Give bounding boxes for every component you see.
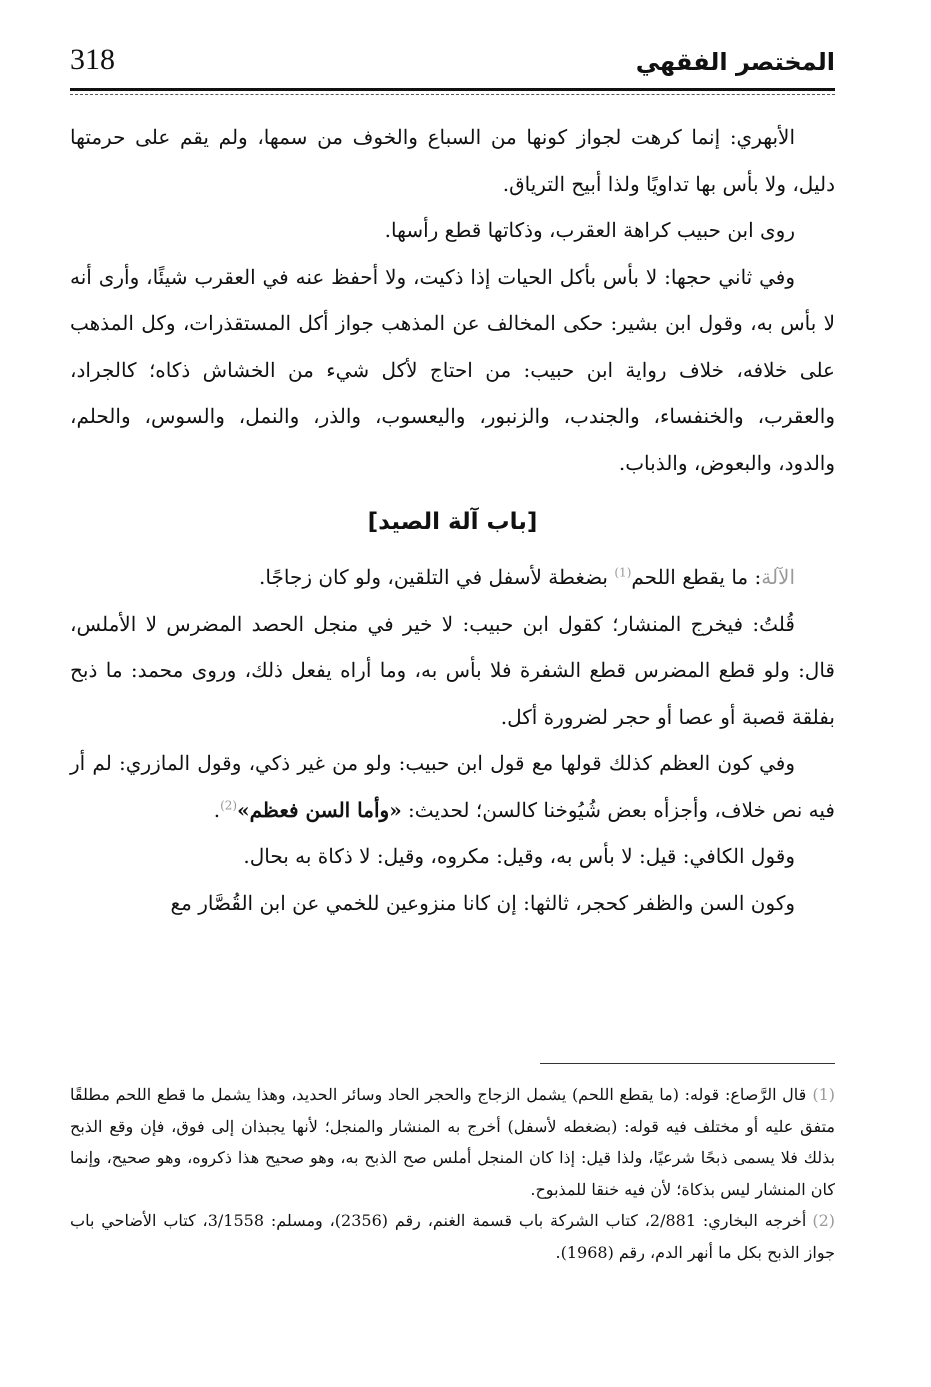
paragraph-4-text-a: : ما يقطع اللحم [631,565,762,589]
paragraph-8: وكون السن والظفر كحجر، ثالثها: إن كانا منزوعين للخمي عن ابن القُصَّار مع [170,890,795,915]
footnotes [70,1079,835,1268]
paragraph-4 [70,554,835,601]
main-text [70,114,835,926]
footnote-text: قال الرَّصاع: قوله: (ما يقطع اللحم) يشمل الزجاج والحجر الحاد وسائر الحديد، وهذا يشمل ما قطع اللحم مطلقًا متفق عليه أو مختلف فيه قوله: (بضغطه لأسفل) أخرج به المنشار والمنجل؛ لأنها يجبذان إلى فوق، فإن وقع الذبح بذلك فلا يسمى ذبحًا شرعيًا، ولذا قيل: إذا كان المنجل أملس صح الذبح به، وهو صحيح هذا ذكروه، وهو صحيح، وإنما كان المنشار ليس بذكاة؛ لأن فيه خنقا للمذبوح. [70,1085,835,1199]
footnote-separator [540,1063,835,1064]
page-number: 318 [70,43,115,76]
paragraph-5: قُلتُ: فيخرج المنشار؛ كقول ابن حبيب: لا خير في منجل الحصد المضرس لا الأملس، قال: ولو قطع المضرس قطع الشفرة فلا بأس به، وما أراه يفعل ذلك، وروى محمد: ما ذبح بفلقة قصبة أو عصا أو حجر لضرورة أكل. [70,611,835,729]
footnote-ref-1[interactable]: (1) [614,565,632,580]
hadith-quote: «وأما السن فعظم» [237,797,402,822]
paragraph-6 [70,740,835,833]
definition-term: الآلة [761,565,795,589]
footnote-1 [70,1079,835,1205]
paragraph-6-end: . [213,797,221,822]
footnote-2 [70,1205,835,1268]
footnote-number: (1) [812,1085,835,1104]
page-header [70,40,835,90]
paragraph-1: الأبهري: إنما كرهت لجواز كونها من السباع والخوف من سمها، ولم يقم على حرمتها دليل، ولا بأس بها تداويًا ولذا أبيح الترياق. [70,125,835,196]
paragraph-7: وقول الكافي: قيل: لا بأس به، وقيل: مكروه، وقيل: لا ذكاة به بحال. [243,844,795,868]
paragraph-2: روى ابن حبيب كراهة العقرب، وذكاتها قطع رأسها. [384,218,795,242]
chapter-heading: [باب آلة الصيد] [367,509,538,535]
paragraph-3: وفي ثاني حجها: لا بأس بأكل الحيات إذا ذكيت، ولا أحفظ عنه في العقرب شيئًا، وأرى أنه لا بأس به، وقول ابن بشير: حكى المخالف عن المذهب جواز أكل المستقذرات، وكل المذهب على خلافه، خلاف رواية ابن حبيب: من احتاج لأكل شيء من الخشاش ذكاه؛ كالجراد، والعقرب، والخنفساء، والجندب، والزنبور، واليعسوب، والذر، والنمل، والسوس، والحلم، والدود، والبعوض، والذباب. [70,264,835,475]
footnote-text: أخرجه البخاري: 2/881، كتاب الشركة باب قسمة الغنم، رقم (2356)، ومسلم: 3/1558، كتاب الأضاحي باب جواز الذبح بكل ما أنهر الدم، رقم (1968). [70,1211,835,1262]
paragraph-6-text: وفي كون العظم كذلك قولها مع قول ابن حبيب: ولو من غير ذكي، وقول المازري: لم أر فيه نص خلاف، وأجزأه بعض شُيُوخنا كالسن؛ لحديث: [70,751,835,822]
running-title: المختصر الفقهي [635,48,835,76]
footnote-number: (2) [812,1211,836,1230]
paragraph-4-text-b: بضغطة لأسفل في التلقين، ولو كان زجاجًا. [259,565,615,589]
header-rule-secondary [70,94,835,95]
footnote-ref-2[interactable]: (2) [220,797,238,812]
header-rule [70,88,835,91]
